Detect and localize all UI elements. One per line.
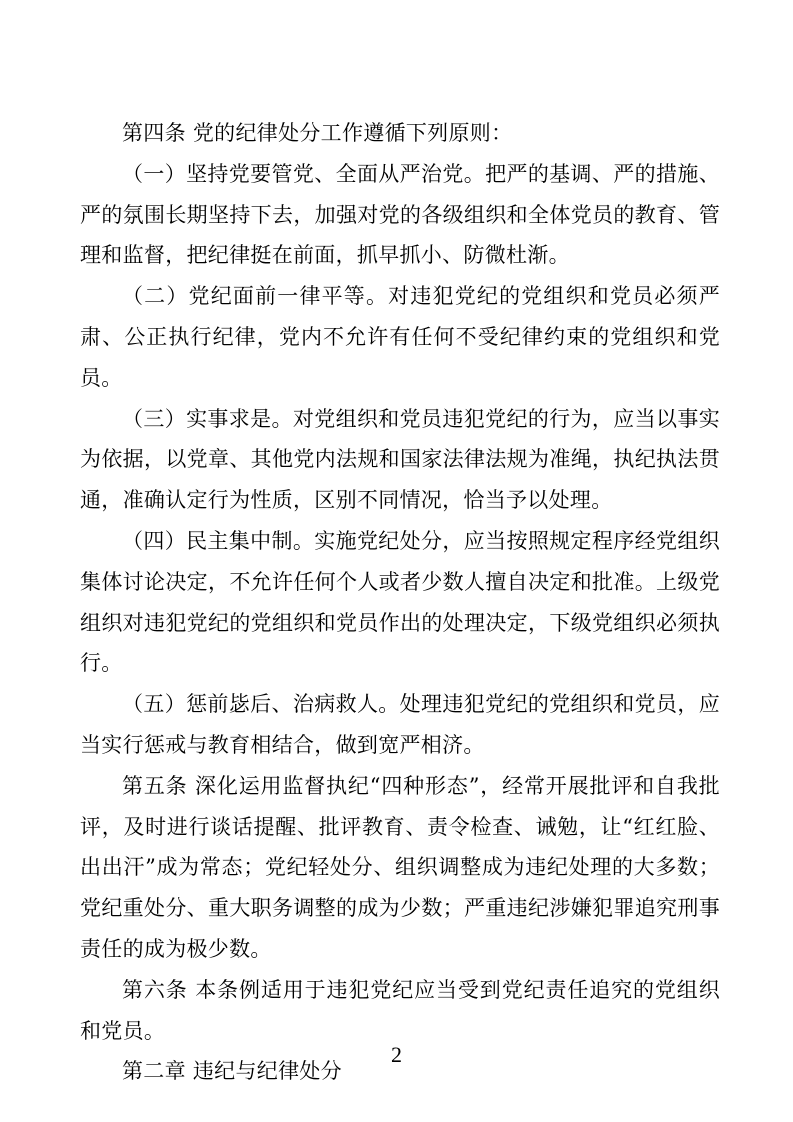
principle-3-paragraph: （三）实事求是。对党组织和党员违犯党纪的行为，应当以事实为依据，以党章、其他党内法规和国家法律法规为准绳，执纪执法贯通，准确认定行为性质，区别不同情况，恰当予以处理。	[80, 406, 720, 513]
principle-5-paragraph: （五）惩前毖后、治病救人。处理违犯党纪的党组织和党员，应当实行惩戒与教育相结合，做到宽严相济。	[80, 692, 720, 757]
page-number: 2	[391, 1042, 402, 1067]
article-6-paragraph: 第六条 本条例适用于违犯党纪应当受到党纪责任追究的党组织和党员。	[80, 977, 720, 1043]
principle-4-paragraph: （四）民主集中制。实施党纪处分，应当按照规定程序经党组织集体讨论决定，不允许任何个人或者少数人擅自决定和批准。上级党组织对违犯党纪的党组织和党员作出的处理决定，下级党组织必须执行。	[80, 528, 720, 676]
chapter-2-heading: 第二章 违纪与纪律处分	[122, 1059, 342, 1084]
principle-1-paragraph: （一）坚持党要管党、全面从严治党。把严的基调、严的措施、严的氛围长期坚持下去，加强对党的各级组织和全体党员的教育、管理和监督，把纪律挺在前面，抓早抓小、防微杜渐。	[80, 161, 720, 268]
document-body	[80, 113, 720, 1092]
article-4-heading: 第四条 党的纪律处分工作遵循下列原则：	[122, 121, 513, 145]
article-5-paragraph: 第五条 深化运用监督执纪“四种形态”，经常开展批评和自我批评，及时进行谈话提醒、批评教育、责令检查、诫勉，让“红红脸、出出汗”成为常态；党纪轻处分、组织调整成为违纪处理的大多数；党纪重处分、重大职务调整的成为少数；严重违纪涉嫌犯罪追究刑事责任的成为极少数。	[80, 773, 720, 961]
principle-2-paragraph: （二）党纪面前一律平等。对违犯党纪的党组织和党员必须严肃、公正执行纪律，党内不允许有任何不受纪律约束的党组织和党员。	[80, 284, 720, 390]
